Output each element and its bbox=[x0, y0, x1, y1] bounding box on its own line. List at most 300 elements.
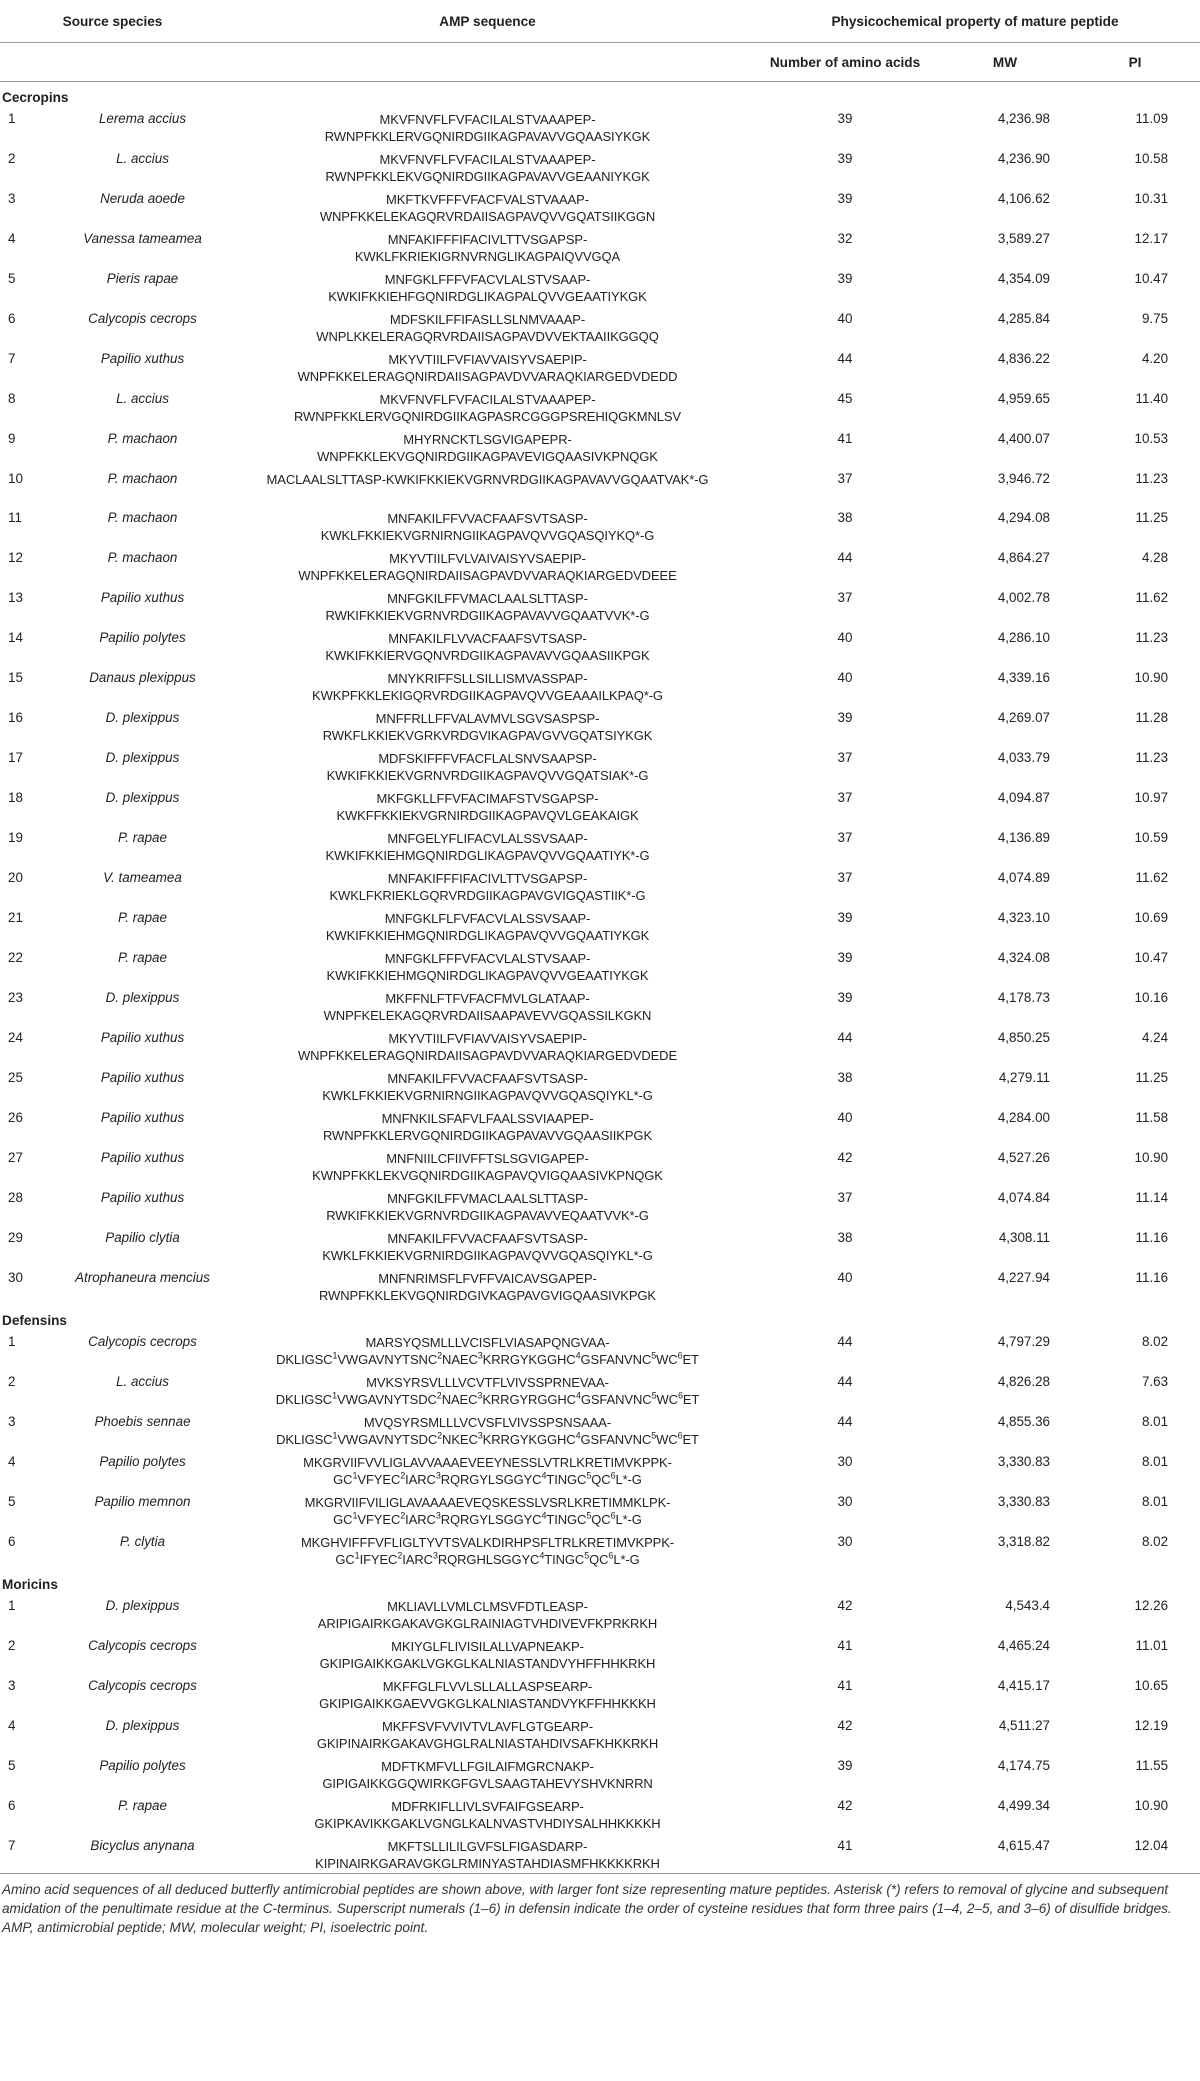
molecular-weight-cell: 3,330.83 bbox=[997, 1454, 1050, 1469]
amp-sequence-cell bbox=[225, 1529, 750, 1569]
row-number: 3 bbox=[8, 191, 16, 206]
isoelectric-point-cell: 8.01 bbox=[1141, 1454, 1169, 1469]
sequence-line: MNFAKIFFFIFACIVLTTVSGAPSP- bbox=[387, 232, 588, 247]
molecular-weight-cell: 4,354.09 bbox=[997, 271, 1050, 286]
source-species-cell: P. rapae bbox=[118, 910, 167, 925]
sequence-line: MKFFGLFLVVLSLLALLASPSEARP- bbox=[382, 1679, 593, 1694]
sequence-line: MNFNRIMSFLFVFFVAICAVSGAPEP- bbox=[378, 1271, 597, 1286]
amp-sequence-cell bbox=[225, 1833, 750, 1874]
amp-sequence-cell bbox=[225, 1593, 750, 1633]
source-species-cell: D. plexippus bbox=[105, 990, 180, 1005]
category-label: Moricins bbox=[2, 1577, 58, 1592]
table-row bbox=[0, 1145, 1200, 1185]
table-row bbox=[0, 106, 1200, 146]
sequence-line: MKFTKVFFFVFACFVALSTVAAAP- bbox=[386, 192, 589, 207]
amino-acid-count-cell: 39 bbox=[837, 271, 853, 286]
sequence-line: MKYVTIILFVLVAIVAISYVSAEPIP- bbox=[389, 551, 586, 566]
table-row bbox=[0, 1793, 1200, 1833]
source-species-cell: P. rapae bbox=[118, 1798, 167, 1813]
isoelectric-point-cell: 10.65 bbox=[1134, 1678, 1169, 1693]
molecular-weight-cell: 4,499.34 bbox=[997, 1798, 1050, 1813]
molecular-weight-cell: 4,324.08 bbox=[997, 950, 1050, 965]
sequence-line: MNFGKILFFVMACLAALSLTTASP- bbox=[387, 1191, 588, 1206]
row-number: 11 bbox=[8, 510, 22, 525]
isoelectric-point-cell: 10.59 bbox=[1134, 830, 1169, 845]
table-row bbox=[0, 1265, 1200, 1305]
molecular-weight-cell: 4,415.17 bbox=[997, 1678, 1050, 1693]
isoelectric-point-cell: 8.02 bbox=[1141, 1334, 1169, 1349]
molecular-weight-cell: 4,797.29 bbox=[997, 1334, 1050, 1349]
amp-sequence-cell bbox=[225, 306, 750, 346]
amp-sequence-cell bbox=[225, 1265, 750, 1305]
sequence-line: MHYRNCKTLSGVIGAPEPR- bbox=[403, 432, 572, 447]
row-number: 6 bbox=[8, 311, 16, 326]
sequence-line: RWNPFKKLERVGQNIRDGIIKAGPAVAVVGQAASIIKPGK bbox=[322, 1128, 653, 1143]
molecular-weight-cell: 4,094.87 bbox=[997, 790, 1050, 805]
sequence-line: MVQSYRSMLLLVCVSFLVIVSSPSNSAAA- bbox=[363, 1415, 612, 1430]
amino-acid-count-cell: 42 bbox=[837, 1598, 853, 1613]
source-species-cell: Neruda aoede bbox=[100, 191, 185, 206]
sequence-line: RWKFLKKIEKVGRKVRDGVIKAGPAVGVVGQATSIYKGK bbox=[322, 728, 653, 743]
amp-sequence-cell bbox=[225, 1185, 750, 1225]
row-number: 24 bbox=[8, 1030, 23, 1045]
molecular-weight-cell: 4,308.11 bbox=[998, 1230, 1050, 1245]
amp-sequence-cell bbox=[225, 1145, 750, 1185]
molecular-weight-cell: 4,074.89 bbox=[997, 870, 1050, 885]
isoelectric-point-cell: 11.01 bbox=[1135, 1638, 1169, 1653]
amp-sequence-cell bbox=[225, 1065, 750, 1105]
sequence-line: MVKSYRSVLLLVCVTFLVIVSSPRNEVAA- bbox=[366, 1375, 609, 1390]
isoelectric-point-cell: 8.01 bbox=[1141, 1414, 1169, 1429]
sequence-line: MNFAKILFFVVACFAAFSVTSASP- bbox=[387, 1231, 588, 1246]
molecular-weight-cell: 4,855.36 bbox=[997, 1414, 1050, 1429]
molecular-weight-cell: 4,323.10 bbox=[997, 910, 1050, 925]
sequence-line: KWKIFKKIERVGQNVRDGIIKAGPAVAVVGQAASIIKPGK bbox=[325, 648, 650, 663]
table-row bbox=[0, 1409, 1200, 1449]
sequence-line: RWKIFKKIEKVGRNVRDGIIKAGPAVAVVGQAATVVK*-G bbox=[325, 608, 650, 623]
amp-sequence-cell bbox=[225, 665, 750, 705]
isoelectric-point-cell: 11.62 bbox=[1135, 870, 1169, 885]
isoelectric-point-cell: 11.23 bbox=[1135, 630, 1169, 645]
isoelectric-point-cell: 10.58 bbox=[1134, 151, 1169, 166]
sequence-line: RWNPFKKLERVGQNIRDGIIKAGPAVAVVGQAASIYKGK bbox=[324, 129, 651, 144]
row-number: 10 bbox=[8, 471, 23, 486]
row-number: 5 bbox=[8, 1758, 16, 1773]
table-row bbox=[0, 945, 1200, 985]
isoelectric-point-cell: 11.23 bbox=[1135, 750, 1169, 765]
source-species-cell: P. machaon bbox=[107, 550, 178, 565]
amino-acid-count-cell: 37 bbox=[837, 750, 853, 765]
row-number: 7 bbox=[0, 1833, 60, 1874]
source-species-cell: Phoebis sennae bbox=[94, 1414, 191, 1429]
sequence-line: KIPINAIRKGARAVGKGLRMINYASTAHDIASMFHKKKKRKH bbox=[315, 1856, 660, 1871]
amino-acid-count-cell: 30 bbox=[837, 1454, 853, 1469]
source-species-cell: Papilio xuthus bbox=[100, 1150, 185, 1165]
amino-acid-count-cell: 45 bbox=[837, 391, 853, 406]
isoelectric-point-cell: 7.63 bbox=[1141, 1374, 1169, 1389]
amp-sequence-cell bbox=[225, 1369, 750, 1409]
row-number: 2 bbox=[8, 1374, 16, 1389]
sequence-line: MNFAKIFFFIFACIVLTTVSGAPSP- bbox=[387, 871, 588, 886]
source-species-cell: Papilio xuthus bbox=[100, 1030, 185, 1045]
isoelectric-point-cell: 11.16 bbox=[1135, 1270, 1169, 1285]
sequence-line: RWNPFKKLEKVGQNIRDGIVKAGPAVGVIGQAASIVKPGK bbox=[319, 1288, 656, 1303]
header-amp-sequence: AMP sequence bbox=[439, 13, 536, 29]
amino-acid-count-cell: 40 bbox=[837, 1110, 853, 1125]
sequence-line: KWKFFKKIEKVGRNIRDGIIKAGPAVQVLGEAKAIGK bbox=[336, 808, 639, 823]
row-number: 3 bbox=[8, 1414, 16, 1429]
isoelectric-point-cell: 10.53 bbox=[1134, 431, 1169, 446]
amino-acid-count-cell: 42 bbox=[837, 1150, 853, 1165]
sequence-line: KWKLFKRIEKLGQRVRDGIIKAGPAVGVIGQASTIIK*-G bbox=[329, 888, 646, 903]
table-row bbox=[0, 1633, 1200, 1673]
molecular-weight-cell: 4,033.79 bbox=[997, 750, 1050, 765]
isoelectric-point-cell: 11.25 bbox=[1135, 1070, 1169, 1085]
source-species-cell: D. plexippus bbox=[105, 1718, 180, 1733]
sequence-line: WNPFKKELERAGQNIRDAIISAGPAVDVVARAQKIARGEDVDEDD bbox=[297, 369, 678, 384]
isoelectric-point-cell: 9.75 bbox=[1141, 311, 1169, 326]
row-number: 28 bbox=[8, 1190, 23, 1205]
category-row bbox=[0, 1305, 1200, 1329]
amp-sequence-cell bbox=[225, 1633, 750, 1673]
amino-acid-count-cell: 39 bbox=[837, 191, 853, 206]
amino-acid-count-cell: 37 bbox=[837, 870, 853, 885]
amp-sequence-cell bbox=[225, 865, 750, 905]
source-species-cell: Papilio clytia bbox=[105, 1230, 180, 1245]
row-number: 20 bbox=[8, 870, 23, 885]
sequence-line: MKGRVIIFVVLIGLAVVAAAEVEEYNESSLVTRLKRETIMVKPPK- bbox=[303, 1455, 672, 1470]
row-number: 7 bbox=[8, 351, 16, 366]
source-species-cell: Atrophaneura mencius bbox=[75, 1270, 210, 1285]
amino-acid-count-cell: 44 bbox=[837, 550, 853, 565]
molecular-weight-cell: 4,136.89 bbox=[997, 830, 1050, 845]
amp-sequence-cell bbox=[225, 386, 750, 426]
sequence-line: KWKIFKKIEHMGQNIRDGLIKAGPAVQVVGQAATIYKGK bbox=[325, 928, 650, 943]
isoelectric-point-cell: 11.55 bbox=[1135, 1758, 1169, 1773]
row-number: 2 bbox=[8, 1638, 16, 1653]
category-label: Cecropins bbox=[2, 90, 69, 105]
table-row bbox=[0, 1529, 1200, 1569]
source-species-cell: Papilio xuthus bbox=[100, 351, 185, 366]
sequence-line: MARSYQSMLLLVCISFLVIASAPQNGVAA- bbox=[365, 1335, 610, 1350]
amp-sequence-cell bbox=[225, 905, 750, 945]
amino-acid-count-cell: 38 bbox=[837, 1070, 853, 1085]
row-number: 19 bbox=[8, 830, 23, 845]
molecular-weight-cell: 4,850.25 bbox=[997, 1030, 1050, 1045]
table-row bbox=[0, 1369, 1200, 1409]
source-species-cell: D. plexippus bbox=[105, 790, 180, 805]
sequence-line: MNFGKLFFFVFACVLALSTVSAAP- bbox=[384, 951, 591, 966]
sequence-line: $GC^1VFYEC^2IARC^3RQRGYLSGGYC^4TINGC^5QC^6L*-G$ bbox=[333, 1470, 642, 1487]
header-number-amino-acids: Number of amino acids bbox=[750, 43, 940, 82]
molecular-weight-cell: 4,294.08 bbox=[997, 510, 1050, 525]
row-number: 8 bbox=[8, 391, 16, 406]
row-number: 4 bbox=[8, 1718, 16, 1733]
header-source-species: Source species bbox=[62, 13, 163, 29]
source-species-cell: Papilio polytes bbox=[99, 1758, 186, 1773]
sequence-line: KWKLFKRIEKIGRNVRNGLIKAGPAIQVVGQA bbox=[354, 249, 621, 264]
row-number: 4 bbox=[8, 1454, 16, 1469]
sequence-line: MDFSKILFFIFASLLSLNMVAAAP- bbox=[389, 312, 586, 327]
sequence-line: RWNPFKKLEKVGQNIRDGIIKAGPAVAVVGEAANIYKGK bbox=[325, 169, 650, 184]
header-pi: PI bbox=[1070, 43, 1200, 82]
sequence-line: RWNPFKKLERVGQNIRDGIIKAGPASRCGGGPSREHIQGKMNLSV bbox=[293, 409, 682, 424]
sequence-line: MNFAKILFFVVACFAAFSVTSASP- bbox=[387, 1071, 588, 1086]
molecular-weight-cell: 4,400.07 bbox=[997, 431, 1050, 446]
source-species-cell: Papilio memnon bbox=[94, 1494, 191, 1509]
molecular-weight-cell: 4,615.47 bbox=[940, 1833, 1070, 1874]
sequence-line: MNFNIILCFIIVFFTSLSGVIGAPEP- bbox=[386, 1151, 589, 1166]
source-species-cell: Pieris rapae bbox=[106, 271, 179, 286]
source-species-cell: D. plexippus bbox=[105, 710, 180, 725]
amp-sequence-cell bbox=[225, 226, 750, 266]
table-row bbox=[0, 545, 1200, 585]
source-species-cell: P. machaon bbox=[107, 471, 178, 486]
amp-sequence-cell bbox=[225, 1105, 750, 1145]
source-species-cell: Papilio polytes bbox=[99, 1454, 186, 1469]
amino-acid-count-cell: 40 bbox=[837, 311, 853, 326]
row-number: 3 bbox=[8, 1678, 16, 1693]
row-number: 5 bbox=[8, 1494, 16, 1509]
sequence-line: WNPFKKELERAGQNIRDAIISAGPAVDVVARAQKIARGEDVDEEE bbox=[298, 568, 677, 583]
amino-acid-count-cell: 41 bbox=[837, 431, 853, 446]
sequence-line: $DKLIGSC^1VWGAVNYTSDC^2NKEC^3KRRGYKGGHC^4GSFANVNC^5WC^6ET$ bbox=[276, 1430, 699, 1447]
amino-acid-count-cell: 30 bbox=[837, 1534, 853, 1549]
sequence-line: MDFSKIFFFVFACFLALSNVSAAPSP- bbox=[378, 751, 597, 766]
table-row bbox=[0, 985, 1200, 1025]
source-species-cell: Papilio xuthus bbox=[100, 1110, 185, 1125]
amp-sequence-cell bbox=[225, 1025, 750, 1065]
sequence-line: WNPFKELEKAGQRVRDAIISAAPAVEVVGQASSILKGKN bbox=[323, 1008, 652, 1023]
amino-acid-count-cell: 37 bbox=[837, 790, 853, 805]
sequence-line: MKVFNVFLFVFACILALSTVAAAPEP- bbox=[379, 112, 596, 127]
amp-sequence-cell bbox=[225, 545, 750, 585]
amino-acid-count-cell: 30 bbox=[837, 1494, 853, 1509]
isoelectric-point-cell: 11.16 bbox=[1135, 1230, 1169, 1245]
molecular-weight-cell: 4,465.24 bbox=[997, 1638, 1050, 1653]
sequence-line: MKYVTIILFVFIAVVAISYVSAEPIP- bbox=[388, 352, 587, 367]
amp-sequence-cell bbox=[225, 1329, 750, 1369]
amp-sequence-cell bbox=[225, 505, 750, 545]
table-row bbox=[0, 306, 1200, 346]
row-number: 21 bbox=[8, 910, 23, 925]
sequence-line: WNPFKKELERAGQNIRDAIISAGPAVDVVARAQKIARGEDVDEDE bbox=[297, 1048, 678, 1063]
source-species-cell: Calycopis cecrops bbox=[88, 1678, 197, 1693]
molecular-weight-cell: 4,527.26 bbox=[997, 1150, 1050, 1165]
table-row bbox=[0, 1329, 1200, 1369]
amino-acid-count-cell: 39 bbox=[837, 710, 853, 725]
source-species-cell: Calycopis cecrops bbox=[88, 1638, 197, 1653]
sequence-line: KWKIFKKIEHMGQNIRDGLIKAGPAVQVVGEAATIYKGK bbox=[326, 968, 649, 983]
isoelectric-point-cell: 11.58 bbox=[1135, 1110, 1169, 1125]
amino-acid-count-cell: 44 bbox=[837, 1334, 853, 1349]
source-species-cell: Bicyclus anynana bbox=[60, 1833, 225, 1874]
sequence-line: WNPFKKELEKAGQRVRDAIISAGPAVQVVGQATSIIKGGN bbox=[319, 209, 656, 224]
row-number: 26 bbox=[8, 1110, 23, 1125]
row-number: 27 bbox=[8, 1150, 23, 1165]
molecular-weight-cell: 4,286.10 bbox=[997, 630, 1050, 645]
isoelectric-point-cell: 10.16 bbox=[1134, 990, 1169, 1005]
table-row bbox=[0, 745, 1200, 785]
sequence-line: MNFAKILFLVVACFAAFSVTSASP- bbox=[388, 631, 587, 646]
sequence-line: MKFTSLLILILGVFSLFIGASDARP- bbox=[387, 1839, 588, 1854]
sequence-line: GKIPKAVIKKGAKLVGNGLKALNVASTVHDIYSALHHKKKKH bbox=[314, 1816, 661, 1831]
molecular-weight-cell: 3,946.72 bbox=[997, 471, 1050, 486]
amp-sequence-cell bbox=[225, 1409, 750, 1449]
isoelectric-point-cell: 10.90 bbox=[1134, 670, 1169, 685]
table-row bbox=[0, 346, 1200, 386]
row-number: 29 bbox=[8, 1230, 23, 1245]
molecular-weight-cell: 3,330.83 bbox=[997, 1494, 1050, 1509]
isoelectric-point-cell: 4.28 bbox=[1141, 550, 1169, 565]
sequence-line: MKYVTIILFVFIAVVAISYVSAEPIP- bbox=[388, 1031, 587, 1046]
source-species-cell: P. clytia bbox=[119, 1534, 166, 1549]
isoelectric-point-cell: 10.97 bbox=[1134, 790, 1169, 805]
sequence-line: ARIPIGAIRKGAKAVGKGLRAINIAGTVHDIVEVFKPRKRKH bbox=[317, 1616, 658, 1631]
row-number: 1 bbox=[8, 111, 16, 126]
table-row bbox=[0, 1673, 1200, 1713]
table-row bbox=[0, 1489, 1200, 1529]
row-number: 5 bbox=[8, 271, 16, 286]
sequence-line: GIPIGAIKKGGQWIRKGFGVLSAAGTAHEVYSHVKNRRN bbox=[322, 1776, 653, 1791]
amino-acid-count-cell: 41 bbox=[837, 1638, 853, 1653]
sequence-line: MKVFNVFLFVFACILALSTVAAAPEP- bbox=[379, 392, 596, 407]
isoelectric-point-cell: 12.26 bbox=[1134, 1598, 1169, 1613]
source-species-cell: L. accius bbox=[116, 1374, 169, 1389]
row-number: 23 bbox=[8, 990, 23, 1005]
table-row bbox=[0, 505, 1200, 545]
table-row bbox=[0, 905, 1200, 945]
table-row bbox=[0, 386, 1200, 426]
amino-acid-count-cell: 40 bbox=[837, 1270, 853, 1285]
table-row bbox=[0, 1713, 1200, 1753]
amp-sequence-cell bbox=[225, 1753, 750, 1793]
source-species-cell: L. accius bbox=[116, 151, 169, 166]
molecular-weight-cell: 3,318.82 bbox=[997, 1534, 1050, 1549]
isoelectric-point-cell: 11.62 bbox=[1135, 590, 1169, 605]
isoelectric-point-cell: 11.23 bbox=[1135, 471, 1169, 486]
amp-sequence-cell bbox=[225, 1793, 750, 1833]
molecular-weight-cell: 4,106.62 bbox=[997, 191, 1050, 206]
table-row bbox=[0, 146, 1200, 186]
isoelectric-point-cell: 11.09 bbox=[1135, 111, 1169, 126]
table-footnote: Amino acid sequences of all deduced butterfly antimicrobial peptides are shown above, with larger font size representing mature peptides. Asterisk (*) refers to removal of glycine and subsequent amidation of the penultimate residue at the C-terminus. Superscript numerals (1–6) in defensin indicate the order of cysteine residues that form three pairs (1–4, 2–5, and 3–6) of disulfide bridges. AMP, antimicrobial peptide; MW, molecular weight; PI, isoelectric point. bbox=[2, 1882, 1172, 1935]
table-row bbox=[0, 585, 1200, 625]
amino-acid-count-cell: 41 bbox=[837, 1678, 853, 1693]
source-species-cell: Papilio xuthus bbox=[100, 590, 185, 605]
header-physicochemical-group: Physicochemical property of mature peptide bbox=[831, 13, 1119, 29]
molecular-weight-cell: 4,236.90 bbox=[997, 151, 1050, 166]
row-number: 18 bbox=[8, 790, 23, 805]
isoelectric-point-cell: 8.02 bbox=[1141, 1534, 1169, 1549]
sequence-line: MNFFRLLFFVALAVMVLSGVSASPSP- bbox=[375, 711, 600, 726]
row-number: 6 bbox=[8, 1534, 16, 1549]
source-species-cell: P. machaon bbox=[107, 431, 178, 446]
table-row bbox=[0, 1065, 1200, 1105]
row-number: 4 bbox=[8, 231, 16, 246]
isoelectric-point-cell: 10.90 bbox=[1134, 1150, 1169, 1165]
amino-acid-count-cell: 44 bbox=[837, 1030, 853, 1045]
sequence-line: MKFGKLLFFVFACIMAFSTVSGAPSP- bbox=[376, 791, 599, 806]
table-row bbox=[0, 426, 1200, 466]
table-row bbox=[0, 466, 1200, 505]
sequence-line: MKGHVIFFFVFLIGLTYVTSVALKDIRHPSFLTRLKRETIMVKPPK- bbox=[300, 1535, 675, 1550]
molecular-weight-cell: 3,589.27 bbox=[997, 231, 1050, 246]
source-species-cell: Calycopis cecrops bbox=[88, 311, 197, 326]
row-number: 13 bbox=[8, 590, 23, 605]
isoelectric-point-cell: 10.47 bbox=[1134, 950, 1169, 965]
sequence-line: MKLIAVLLVMLCLMSVFDTLEASP- bbox=[387, 1599, 588, 1614]
table-row bbox=[0, 1025, 1200, 1065]
amp-sequence-cell bbox=[225, 825, 750, 865]
amino-acid-count-cell: 44 bbox=[837, 1374, 853, 1389]
molecular-weight-cell: 4,864.27 bbox=[997, 550, 1050, 565]
sequence-line: MNFGELYFLIFACVLALSSVSAAP- bbox=[387, 831, 588, 846]
amp-sequence-cell bbox=[225, 106, 750, 146]
sequence-line: KWKIFKKIEHFGQNIRDGLIKAGPALQVVGEAATIYKGK bbox=[328, 289, 647, 304]
table-row bbox=[0, 1185, 1200, 1225]
amp-sequence-cell bbox=[225, 466, 750, 505]
table-row bbox=[0, 825, 1200, 865]
source-species-cell: D. plexippus bbox=[105, 750, 180, 765]
row-number: 2 bbox=[8, 151, 16, 166]
table-row bbox=[0, 226, 1200, 266]
sequence-line: GKIPIGAIKKGAKLVGKGLKALNIASTANDVYHFFHHKRKH bbox=[319, 1656, 656, 1671]
amino-acid-count-cell: 40 bbox=[837, 630, 853, 645]
isoelectric-point-cell: 12.17 bbox=[1134, 231, 1169, 246]
amino-acid-count-cell: 37 bbox=[837, 471, 853, 486]
row-number: 1 bbox=[8, 1598, 16, 1613]
amp-sequence-cell bbox=[225, 705, 750, 745]
amp-sequence-cell bbox=[225, 186, 750, 226]
amp-sequence-cell bbox=[225, 745, 750, 785]
amp-sequence-cell bbox=[225, 1225, 750, 1265]
sequence-line: MKFFSVFVVIVTVLAVFLGTGEARP- bbox=[382, 1719, 593, 1734]
molecular-weight-cell: 4,284.00 bbox=[997, 1110, 1050, 1125]
row-number: 17 bbox=[8, 750, 23, 765]
table-header bbox=[0, 0, 1200, 82]
category-label: Defensins bbox=[2, 1313, 67, 1328]
sequence-line: GKIPINAIRKGAKAVGHGLRALNIASTAHDIVSAFKHKKRKH bbox=[316, 1736, 659, 1751]
molecular-weight-cell: 4,285.84 bbox=[997, 311, 1050, 326]
amino-acid-count-cell: 39 bbox=[837, 111, 853, 126]
sequence-line: KWKLFKKIEKVGRNIRNGIIKAGPAVQVVGQASQIYKL*-G bbox=[322, 1088, 653, 1103]
amp-sequence-cell bbox=[225, 625, 750, 665]
row-number: 15 bbox=[8, 670, 23, 685]
amino-acid-count-cell: 37 bbox=[837, 590, 853, 605]
row-number: 1 bbox=[8, 1334, 16, 1349]
sequence-line: MDFTKMFVLLFGILAIFMGRCNAKP- bbox=[381, 1759, 594, 1774]
sequence-line: MKGRVIIFVILIGLAVAAAAEVEQSKESSLVSRLKRETIMMKLPK- bbox=[304, 1495, 671, 1510]
source-species-cell: Danaus plexippus bbox=[89, 670, 196, 685]
row-number: 22 bbox=[8, 950, 23, 965]
molecular-weight-cell: 4,227.94 bbox=[997, 1270, 1050, 1285]
amp-sequence-cell bbox=[225, 146, 750, 186]
table-row bbox=[0, 1593, 1200, 1633]
sequence-line: RWKIFKKIEKVGRNVRDGIIKAGPAVAVVEQAATVVK*-G bbox=[326, 1208, 649, 1223]
table-row bbox=[0, 705, 1200, 745]
sequence-line: KWKLFKKIEKVGRNIRNGIIKAGPAVQVVGQASQIYKQ*-G bbox=[320, 528, 655, 543]
table-row bbox=[0, 1105, 1200, 1145]
sequence-line: MNFGKILFFVMACLAALSLTTASP- bbox=[387, 591, 588, 606]
isoelectric-point-cell: 10.90 bbox=[1134, 1798, 1169, 1813]
amino-acid-count-cell: 32 bbox=[837, 231, 853, 246]
sequence-line: MDFRKIFLLIVLSVFAIFGSEARP- bbox=[391, 1799, 584, 1814]
molecular-weight-cell: 4,174.75 bbox=[997, 1758, 1050, 1773]
source-species-cell: Vanessa tameamea bbox=[83, 231, 202, 246]
isoelectric-point-cell: 10.31 bbox=[1134, 191, 1169, 206]
sequence-line: MACLAALSLTTASP-KWKIFKKIEKVGRNVRDGIIKAGPAVAVVGQAATVAK*-G bbox=[266, 472, 709, 487]
